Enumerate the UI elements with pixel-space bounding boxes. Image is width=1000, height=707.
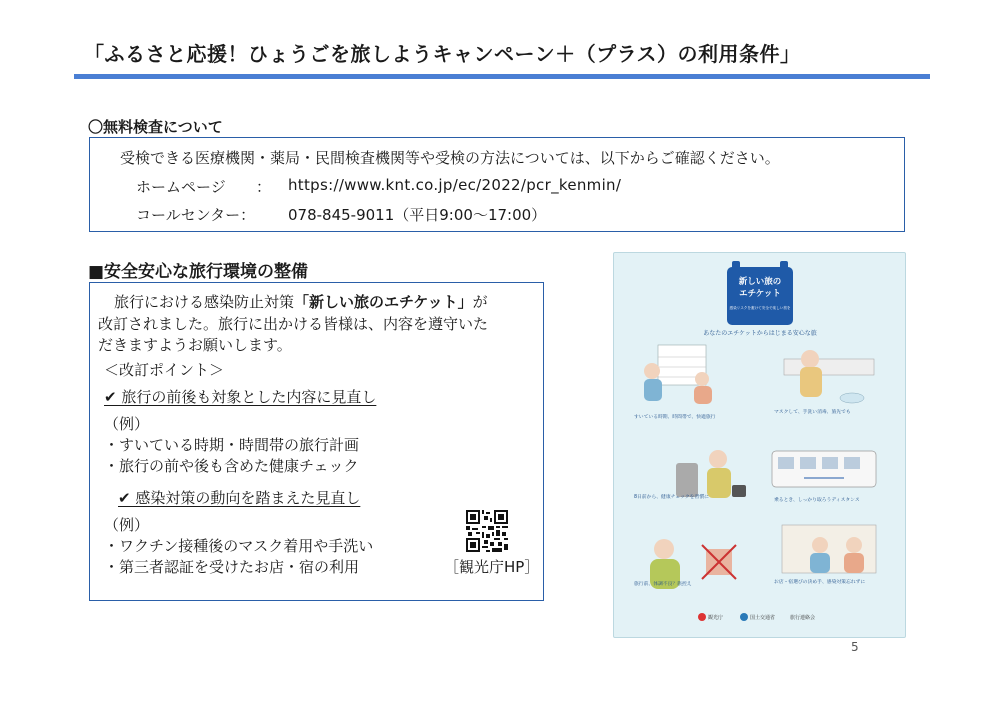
safety-paragraph-line3: だきますようお願いします。: [98, 336, 292, 354]
poster-panel-2: [784, 350, 874, 403]
title-divider: [74, 74, 930, 79]
poster-subtitle: あなたのエチケットからはじまる安心な旅: [703, 330, 817, 337]
panel-caption-1: すいている時期、時間帯で、快適旅行: [634, 415, 716, 420]
callcenter-label: コールセンター：: [136, 206, 256, 224]
free-test-intro: 受検できる医療機関・薬局・民間検査機関等や受検の方法については、以下からご確認ください。: [120, 149, 780, 167]
page-title: 「ふるさと応援！ひょうごを旅しようキャンペーン＋（プラス）の利用条件」: [84, 42, 801, 66]
qr-code-icon[interactable]: [466, 510, 508, 552]
revision-point-1: ✔ 旅行の前後も対象とした内容に見直し: [104, 388, 377, 406]
revision-point-2: ✔ 感染対策の動向を踏まえた見直し: [118, 489, 361, 507]
example-1-item-1: ・すいている時期・時間帯の旅行計画: [104, 436, 360, 454]
poster-panel-3: [676, 450, 746, 498]
free-test-box: [89, 137, 905, 232]
homepage-separator: ：: [256, 178, 272, 196]
callcenter-number: 078-845-9011（平日9:00～17:00）: [288, 206, 547, 224]
panel-caption-5: 旅行前、体調不良？旅控え: [634, 582, 692, 587]
panel-caption-6: お店・宿選びの決め手、感染対策忘れずに: [774, 580, 866, 585]
para-text: が: [472, 293, 488, 311]
mlit-logo-icon: [740, 613, 748, 621]
panel-caption-3: 8日前から、健康チェックを習慣に: [634, 495, 709, 500]
example-1-item-2: ・旅行の前や後も含めた健康チェック: [104, 457, 359, 475]
para-text: 旅行における感染防止対策: [114, 293, 295, 311]
poster-panel-6: [782, 525, 876, 573]
badge-line-1: 新しい旅の: [738, 277, 782, 287]
badge-line-2: エチケット: [739, 289, 781, 299]
qr-caption: ［観光庁HP］: [444, 558, 540, 576]
example-2-item-2: ・第三者認証を受けたお店・宿の利用: [104, 558, 360, 576]
example-label-1: （例）: [104, 415, 150, 433]
safety-paragraph-line1: [114, 292, 488, 312]
safety-paragraph-line2: 改訂されました。旅行に出かける皆様は、内容を遵守いた: [98, 315, 489, 333]
safety-box: [89, 282, 544, 601]
badge-subtitle: 感染リスクを避けて安全で楽しい旅を: [729, 306, 791, 310]
panel-caption-4: 乗るとき、しっかり取ろうディスタンス: [774, 498, 860, 503]
example-label-2: （例）: [104, 516, 150, 534]
homepage-url-link[interactable]: https://www.knt.co.jp/ec/2022/pcr_kenmin/: [288, 176, 622, 194]
revision-points-heading: ＜改訂ポイント＞: [104, 361, 225, 379]
homepage-label: ホームページ: [136, 178, 226, 196]
etiquette-poster: [613, 252, 906, 638]
page-number: 5: [851, 640, 859, 654]
free-test-heading: 〇無料検査について: [88, 118, 223, 136]
footer-org-2: 国土交通省: [750, 615, 776, 621]
poster-illustration: [614, 253, 905, 637]
footer-org-1: 観光庁: [708, 615, 724, 621]
poster-panel-1: [644, 345, 712, 404]
etiquette-title: 「新しい旅のエチケット」: [294, 293, 473, 311]
panel-caption-2: マスクして、手洗い消毒、旅先でも: [774, 410, 851, 415]
jta-logo-icon: [698, 613, 706, 621]
safety-heading: ■安全安心な旅行環境の整備: [88, 262, 309, 282]
poster-panel-4: [772, 451, 876, 487]
example-2-item-1: ・ワクチン接種後のマスク着用や手洗い: [104, 537, 374, 555]
footer-org-3: 旅行連絡会: [790, 615, 816, 621]
